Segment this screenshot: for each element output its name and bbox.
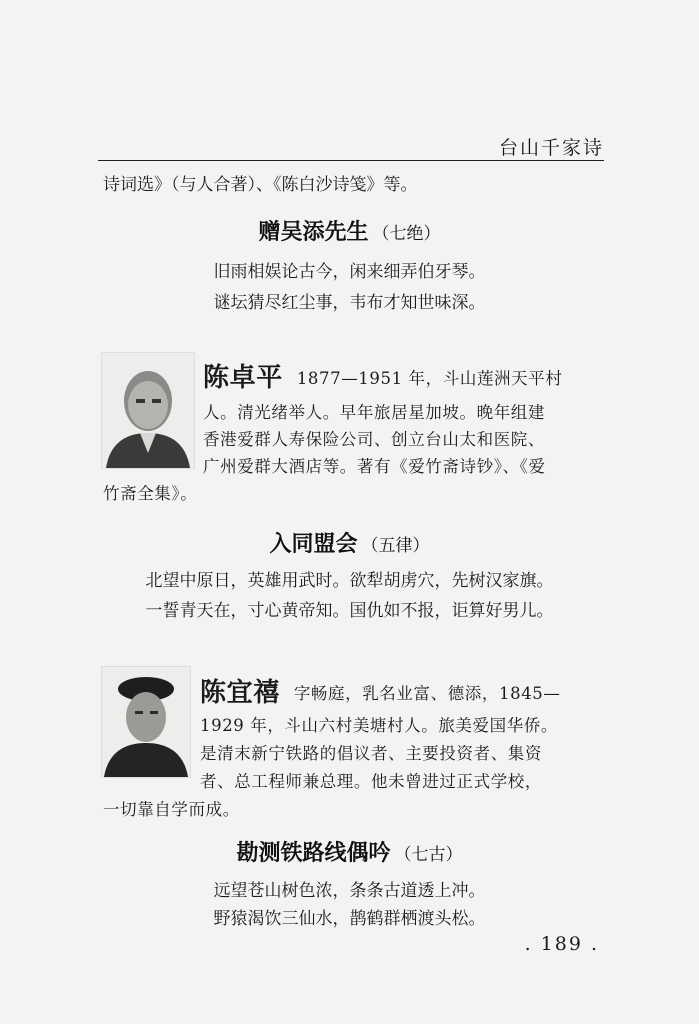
poem-title [0, 527, 699, 558]
poem-form: （七绝） [372, 224, 441, 244]
poem-form: （五律） [361, 536, 430, 556]
bio-text: 是清末新宁铁路的倡议者、主要投资者、集资 [200, 744, 542, 763]
intro-line: 诗词选》（与人合著）、《陈白沙诗笺》等。 [103, 175, 418, 195]
bio-text: 竹斋全集》。 [103, 484, 198, 503]
person-name: 陈卓平 [203, 363, 283, 393]
person-name: 陈宜禧 [200, 678, 280, 708]
poem-form: （七古） [394, 845, 463, 865]
portrait-photo-icon [101, 352, 195, 469]
bio-text: 一切靠自学而成。 [103, 800, 240, 819]
bio-text: 者、总工程师兼总理。他未曾进过正式学校， [200, 772, 542, 791]
bio-text: 1929 年，斗山六村美塘村人。旅美爱国华侨。 [200, 716, 559, 735]
bio-text: 人。清光绪举人。早年旅居星加坡。晚年组建 [203, 403, 545, 422]
poem-line: 北望中原日，英雄用武时。欲犁胡虏穴，先树汉家旗。 [145, 571, 554, 591]
poem-line: 谜坛猜尽红尘事，韦布才知世味深。 [213, 293, 486, 313]
bio-text: 字畅庭，乳名业富、德添，1845— [293, 684, 561, 703]
poem-line: 远望苍山树色浓，条条古道透上冲。 [213, 881, 486, 901]
header-rule [98, 160, 604, 161]
poem-title [0, 836, 699, 867]
bio-text: 1877—1951 年，斗山莲洲天平村 [296, 369, 563, 388]
bio-first-line [203, 357, 562, 394]
poem-title-text: 勘测铁路线偶吟 [236, 841, 391, 866]
bio-first-line [200, 672, 561, 709]
poem-title-text: 赠吴添先生 [258, 220, 369, 245]
poem-line: 一誓青天在，寸心黄帝知。国仇如不报，讵算好男儿。 [145, 601, 554, 621]
bio-text: 广州爱群大酒店等。著有《爱竹斋诗钞》、《爱 [203, 457, 546, 476]
poem-line: 野猿渴饮三仙水，鹊鹤群栖渡头松。 [213, 909, 486, 929]
running-header: 台山千家诗 [498, 137, 604, 159]
poem-line: 旧雨相娱论古今，闲来细弄伯牙琴。 [213, 262, 486, 282]
portrait-photo-icon [101, 666, 191, 778]
bio-text: 香港爱群人寿保险公司、创立台山太和医院、 [203, 430, 545, 449]
poem-title-text: 入同盟会 [269, 532, 358, 557]
page-number: . 189 . [524, 933, 599, 955]
poem-title [0, 215, 699, 246]
